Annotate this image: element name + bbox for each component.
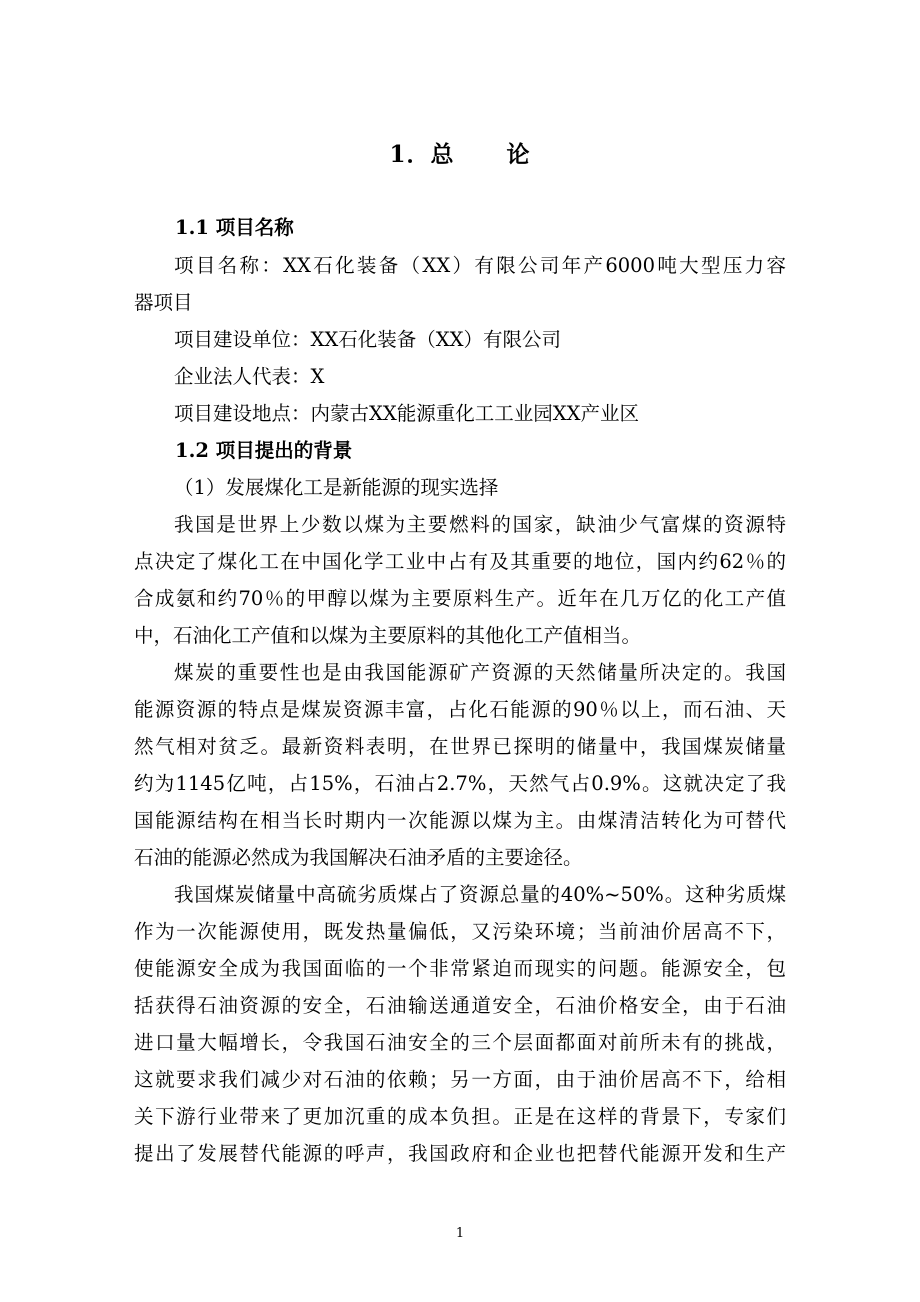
chapter-title-word: 论	[506, 141, 531, 168]
project-unit: 项目建设单位：XX石化装备（XX）有限公司	[174, 328, 562, 351]
paragraph-line: 煤炭的重要性也是由我国能源矿产资源的天然储量所决定的。我国	[174, 661, 786, 684]
project-name-line-1: 项目名称：XX石化装备（XX）有限公司年产6000吨大型压力容	[174, 254, 786, 277]
paragraph-line: 国能源结构在相当长时期内一次能源以煤为主。由煤清洁转化为可替代	[134, 809, 786, 832]
paragraph-line: 这就要求我们减少对石油的依赖；另一方面，由于油价居高不下，给相	[134, 1068, 786, 1091]
chapter-title	[0, 136, 920, 169]
paragraph-line: 关下游行业带来了更加沉重的成本负担。正是在这样的背景下，专家们	[134, 1105, 786, 1128]
page-number: 1	[455, 1226, 465, 1241]
paragraph-line: 然气相对贫乏。最新资料表明，在世界已探明的储量中，我国煤炭储量	[134, 735, 786, 758]
project-name-line-2: 器项目	[134, 291, 193, 314]
paragraph-line: 约为1145亿吨，占15%，石油占2.7%，天然气占0.9%。这就决定了我	[134, 772, 786, 795]
paragraph-line: 我国是世界上少数以煤为主要燃料的国家，缺油少气富煤的资源特	[174, 513, 786, 536]
section-heading-1-2: 1.2 项目提出的背景	[175, 439, 353, 462]
section-heading-1-1: 1.1 项目名称	[175, 216, 294, 239]
paragraph-line: 能源资源的特点是煤炭资源丰富，占化石能源的90％以上，而石油、天	[134, 698, 786, 721]
paragraph-line: 进口量大幅增长，令我国石油安全的三个层面都面对前所未有的挑战，	[134, 1031, 786, 1054]
chapter-title-number: 1．总	[389, 141, 455, 168]
paragraph-line: 中，石油化工产值和以煤为主要原料的其他化工产值相当。	[134, 624, 642, 647]
paragraph-line: 括获得石油资源的安全，石油输送通道安全，石油价格安全，由于石油	[134, 994, 786, 1017]
paragraph-line: 作为一次能源使用，既发热量偏低，又污染环境；当前油价居高不下，	[134, 920, 786, 943]
paragraph-line: 点决定了煤化工在中国化学工业中占有及其重要的地位，国内约62％的	[134, 550, 786, 573]
paragraph-line: 合成氨和约70％的甲醇以煤为主要原料生产。近年在几万亿的化工产值	[134, 587, 786, 610]
legal-representative: 企业法人代表：X	[174, 365, 325, 388]
paragraph-line: 石油的能源必然成为我国解决石油矛盾的主要途径。	[134, 846, 583, 869]
paragraph-line: 提出了发展替代能源的呼声，我国政府和企业也把替代能源开发和生产	[134, 1142, 786, 1165]
paragraph-line: 使能源安全成为我国面临的一个非常紧迫而现实的问题。能源安全，包	[134, 957, 786, 980]
project-location: 项目建设地点：内蒙古XX能源重化工工业园XX产业区	[174, 402, 640, 425]
paragraph-line: 我国煤炭储量中高硫劣质煤占了资源总量的40%~50%。这种劣质煤	[174, 883, 786, 906]
subheading-1: （1）发展煤化工是新能源的现实选择	[174, 476, 499, 499]
